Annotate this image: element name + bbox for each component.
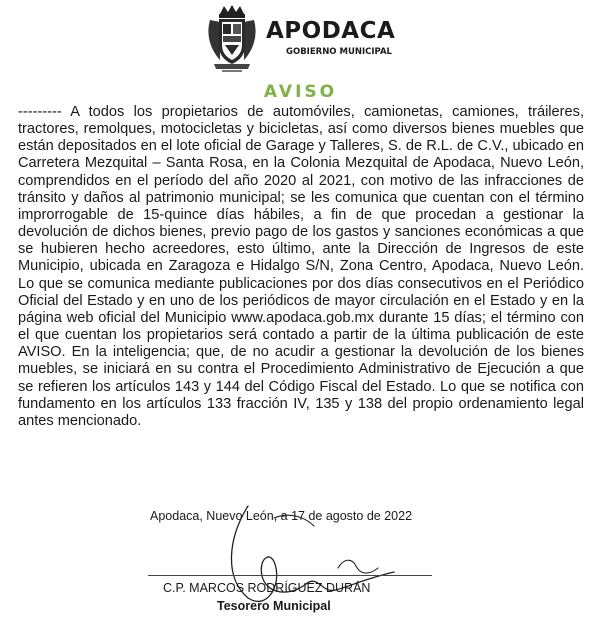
notice-title: AVISO (263, 82, 338, 102)
brand-name: APODACA (266, 18, 396, 44)
notice-body: --------- A todos los propietarios de automóviles, camionetas, camiones, tráileres, tractores, remolques, motocicletas y bicicletas, así como diversos bienes muebles que están depositados en el lote oficial de Garage y Talleres, S. de R.L. de C.V., ubicado en Carretera Mezquital – Santa Rosa, en la Colonia Mezquital de Apodaca, Nuevo León, comprendidos en el período del año 2020 al 2021, con motivo de las infracciones de tránsito y daños al patrimonio municipal; se les comunica que cuentan con el término improrrogable de 15-quince días hábiles, a fin de que procedan a gestionar la devolución de dichos bienes, previo pago de los gastos y sanciones económicas a que se hubieren hecho acreedores, esto último, ante la Dirección de Ingresos de este Municipio, ubicada en Zaragoza e Hidalgo S/N, Zona Centro, Apodaca, Nuevo León. Lo que se comunica mediante publicaciones por dos días consecutivos en el Periódico Oficial del Estado y en uno de los periódicos de mayor circulación en el Estado y en la página web oficial del Municipio www.apodaca.gob.mx durante 15 días; el término con el que cuentan los propietarios será contado a partir de la última publicación de este AVISO. En la inteligencia; que, de no acudir a gestionar la devolución de los bienes muebles, se iniciará en su contra el Procedimiento Administrativo de Ejecución a que se refieren los artículos 143 y 144 del Código Fiscal del Estado. Lo que se notifica con fundamento en los artículos 133 fracción IV, 135 y 138 del propio ordenamiento legal antes mencionado. (18, 104, 584, 429)
letterhead (206, 4, 406, 74)
dateline: Apodaca, Nuevo León, a 17 de agosto de 2022 (150, 509, 413, 523)
signatory-position: Tesorero Municipal (217, 599, 331, 613)
signature-line (148, 575, 432, 576)
coat-of-arms-icon (206, 4, 258, 74)
signatory-name: C.P. MARCOS RODRÍGUEZ DURÁN (163, 581, 371, 595)
brand-subtitle: GOBIERNO MUNICIPAL (286, 47, 392, 57)
